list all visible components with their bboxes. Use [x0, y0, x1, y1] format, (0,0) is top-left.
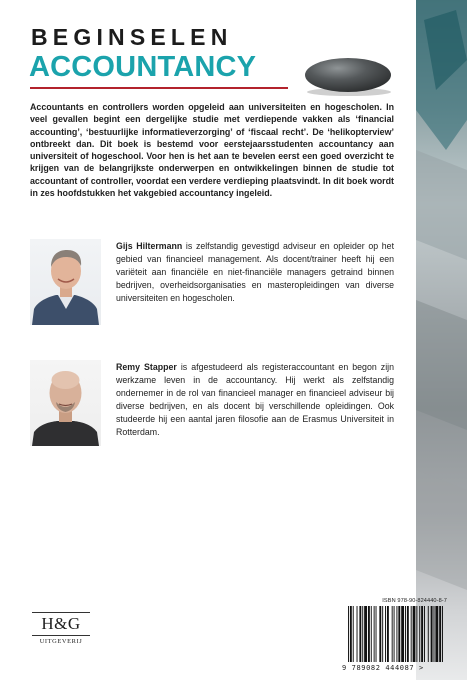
- publisher-name: UITGEVERIJ: [39, 638, 83, 645]
- barcode-icon: [346, 606, 446, 664]
- title-line-1: BEGINSELEN: [31, 24, 233, 50]
- title-line-2: ACCOUNTANCY: [29, 51, 257, 83]
- author-name: Gijs Hiltermann: [116, 241, 183, 251]
- barcode-number: 9 789082 444087 >: [342, 664, 424, 672]
- isbn-label: ISBN 978-90-824440-8-7: [382, 598, 447, 604]
- stone-image: [302, 55, 394, 97]
- author-photo-remy-stapper: [30, 360, 101, 446]
- author-bio-text: is zelfstandig gevestigd adviseur en opleider op het gebied van financieel management. Als docent/trainer heeft hij een variëteit aan financiële en niet-financiële managers getraind binnen bedrijven, overheidsorganisaties en masteropleidingen van diverse universiteiten en hogescholen.: [116, 241, 395, 304]
- title-rule: [30, 87, 288, 89]
- author-bio-remy-stapper: [116, 361, 394, 440]
- author-photo-gijs-hiltermann: [30, 239, 101, 325]
- author-name: Remy Stapper: [116, 362, 177, 372]
- author-bio-gijs-hiltermann: [116, 240, 394, 305]
- cover-image-strip: [416, 0, 467, 680]
- logo-rule-bottom: [32, 635, 90, 636]
- publisher-logo: [30, 612, 92, 645]
- intro-text: Accountants en controllers worden opgeleid aan universiteiten en hogescholen. In veel gevallen begint een dergelijke studie met verdiepende vakken als ‘financial accounting’, ‘bestuurlijke informatieverzorging’ of ‘fiscaal recht’. De ‘helikopterview’ ontbreekt dan. Dit boek is bestemd voor eerstejaarsstudenten accountancy aan universiteit of hogeschool. Voor hen is het aan te bevelen eerst een goed overzicht te krijgen van de belangrijkste onderwerpen en ontwikkelingen binnen de studie tot accountant of controller, voordat een verdere verdieping plaatsvindt. In dit boek wordt in zes hoofdstukken het vakgebied accountancy ingeleid.: [30, 102, 394, 199]
- cover-image-graphic: [416, 0, 467, 680]
- publisher-logo-text: H&G: [41, 614, 81, 633]
- author-bio-text: is afgestudeerd als registeraccountant en begon zijn werkzame leven in de accountancy. Hij werkt als zelfstandig ondernemer in de rol van financieel manager en financieel adviseur bij diverse bedrijven, en als docent bij verschillende opleidingen. Ook studeerde hij een aantal jaren filosofie aan de Erasmus Universiteit in Rotterdam.: [116, 362, 394, 438]
